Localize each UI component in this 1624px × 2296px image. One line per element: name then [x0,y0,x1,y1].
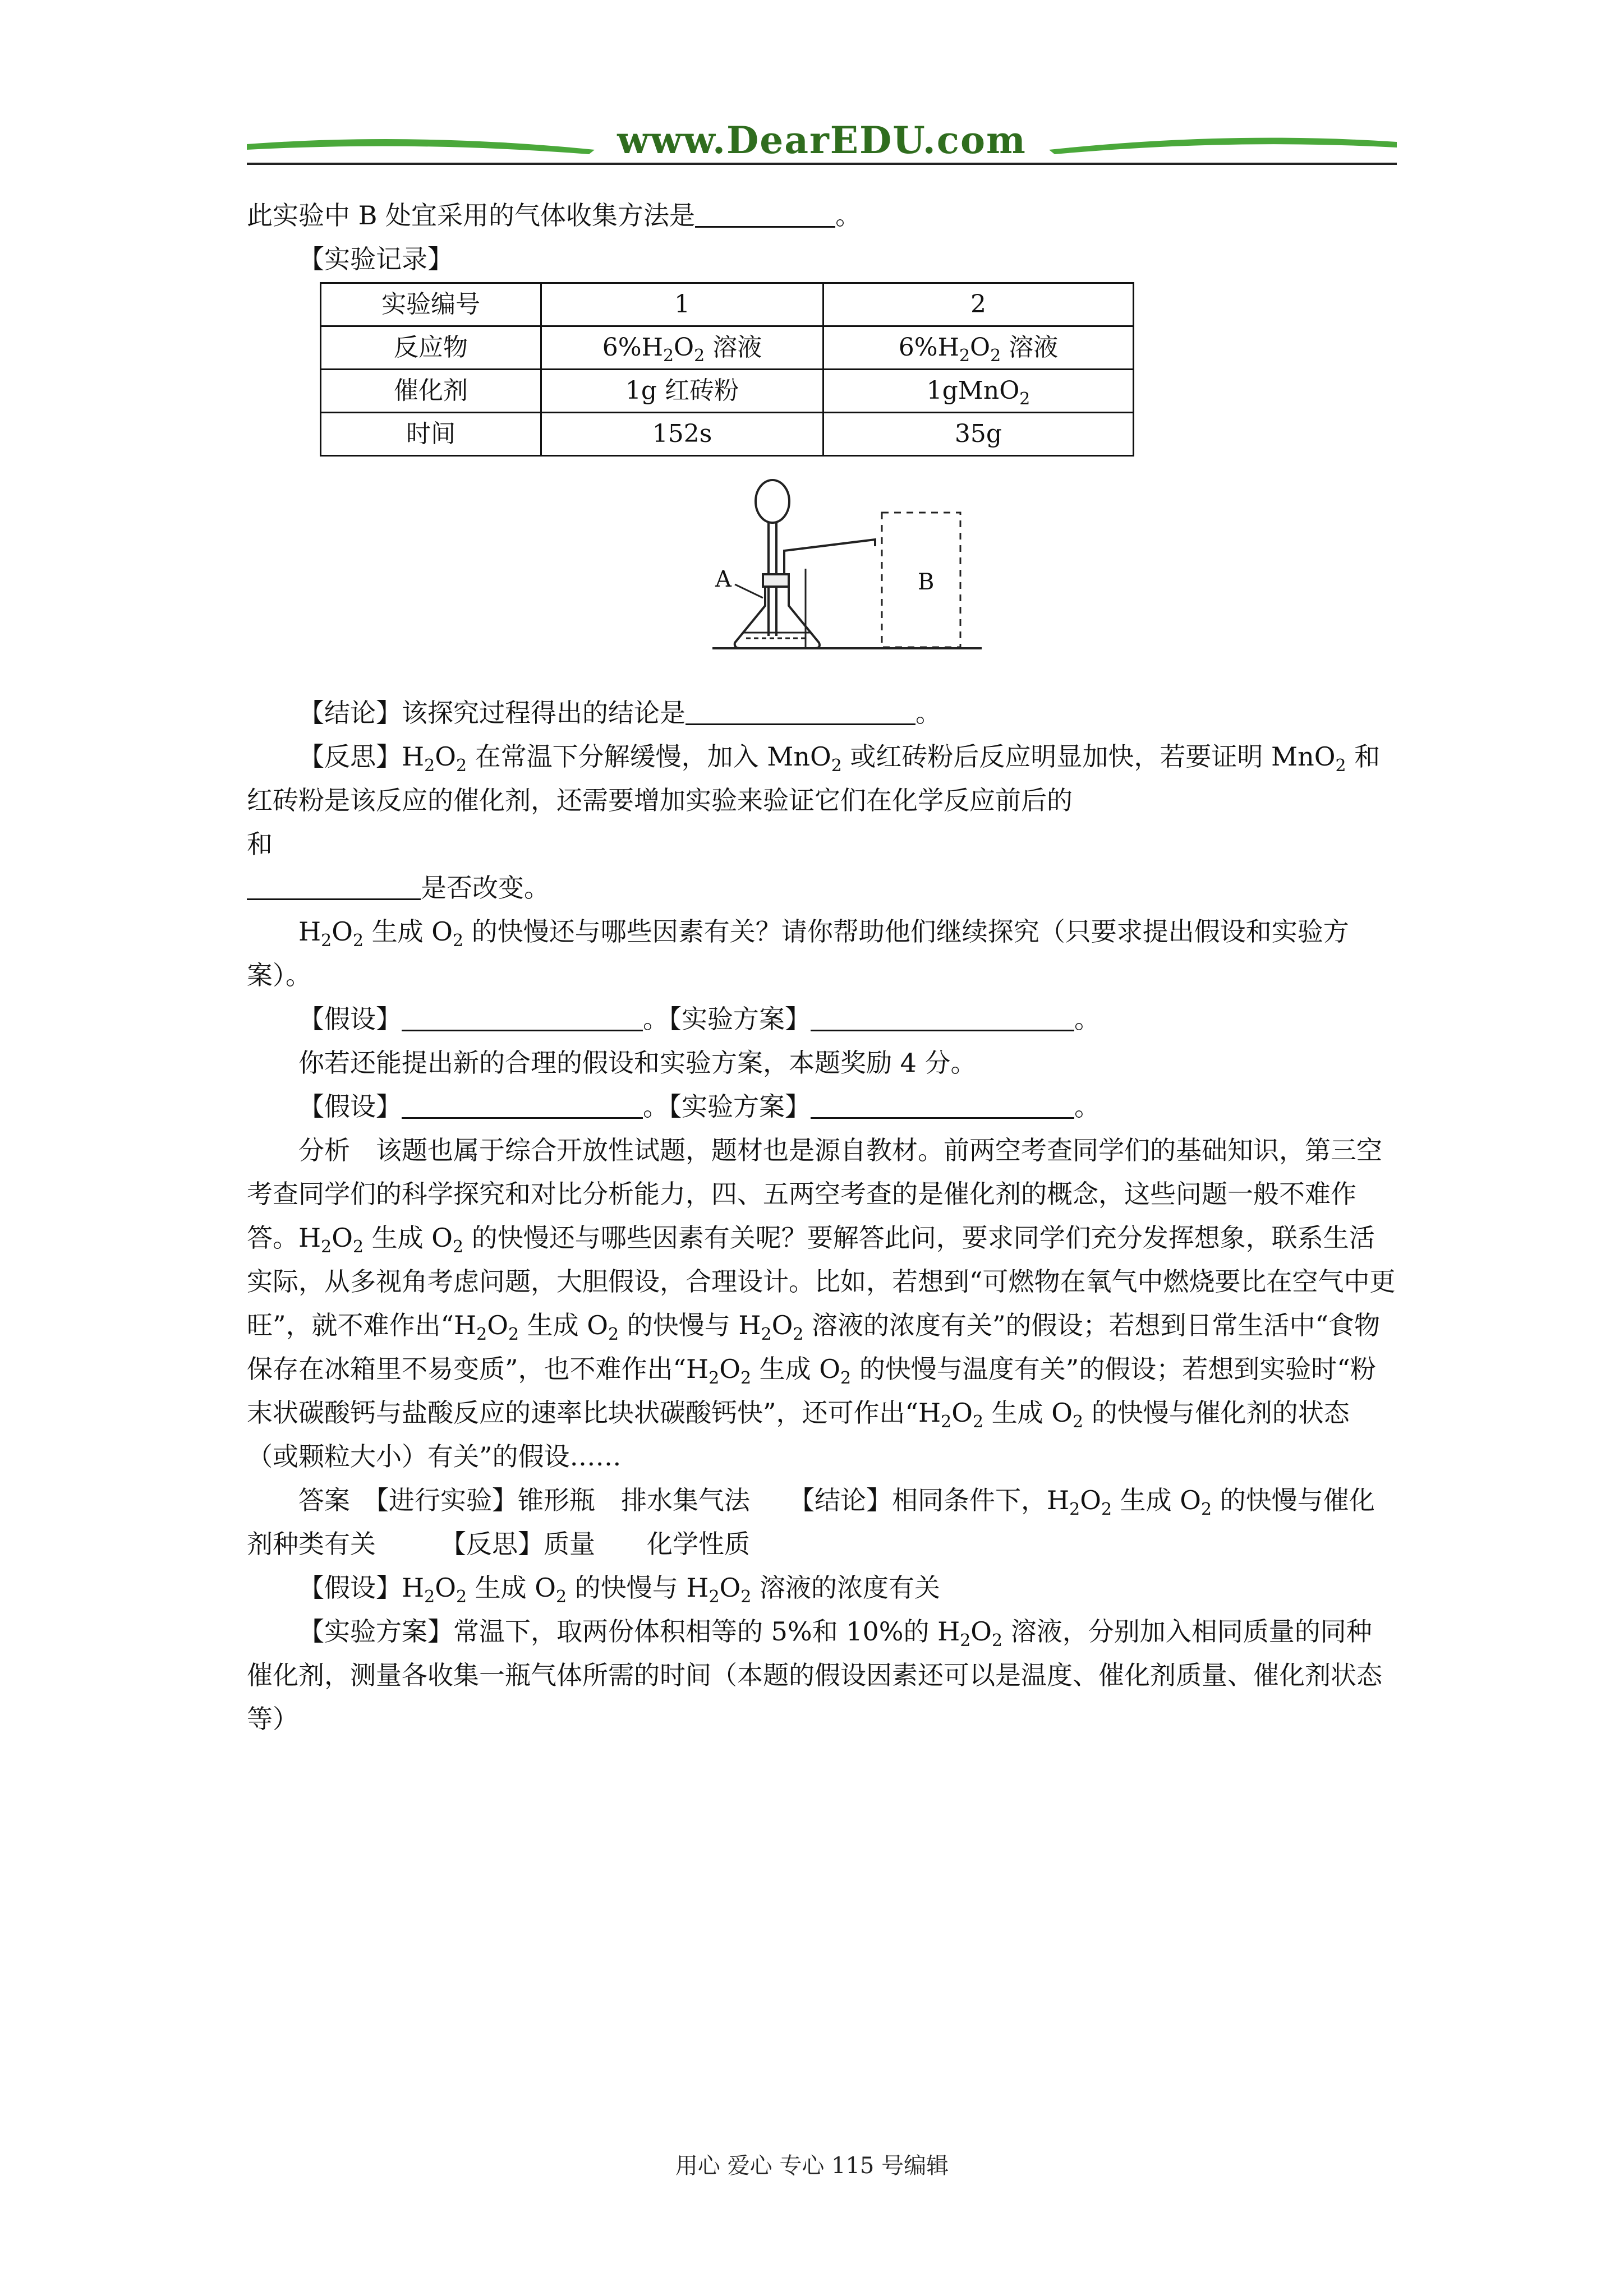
apparatus-figure [247,468,1397,686]
table-cell: 反应物 [321,326,541,370]
label-b: B [918,569,935,595]
reflection-blank-line: 是否改变。 [247,866,1397,910]
table-cell: 35g [823,413,1134,456]
analysis-paragraph: 分析 该题也属于综合开放性试题，题材也是源自教材。前两空考查同学们的基础知识，第三空考查同学们的科学探究和对比分析能力，四、五两空考查的是催化剂的概念，这些问题一般不难作答。$H_2O_2$ 生成 $O_2$ 的快慢还与哪些因素有关呢？要解答此问，要求同学们充分发挥想象，联系生活实际，从多视角考虑问题，大胆假设，合理设计。比如，若想到“可燃物在氧气中燃烧要比在空气中更旺”，就不难作出“$H_2O_2$ 生成 $O_2$ 的快慢与 $H_2O_2$ 溶液的浓度有关”的假设；若想到日常生活中“食物保存在冰箱里不易变质”，也不难作出“$H_2O_2$ 生成 $O_2$ 的快慢与温度有关”的假设；若想到实验时“粉末状碳酸钙与盐酸反应的速率比块状碳酸钙快”，还可作出“$H_2O_2$ 生成 $O_2$ 的快慢与催化剂的状态（或颗粒大小）有关”的假设…… [247,1135,1396,1472]
answer-experiment-plan: 【实验方案】常温下，取两份体积相等的 5%和 10%的 $H_2O_2$ 溶液，分别加入相同质量的同种催化剂，测量各收集一瓶气体所需的时间（本题的假设因素还可以是温度、催化剂质量、催化剂状态等） [247,1616,1382,1734]
hypothesis-line-1: 【假设】 。【实验方案】 。 [247,997,1397,1041]
answer-blank [402,998,643,1031]
record-heading: 【实验记录】 [298,244,453,274]
reflection-question: 【反思】$H_2O_2$ 在常温下分解缓慢，加入 MnO$_2$ 或红砖粉后反应明显加快，若要证明 MnO$_2$ 和红砖粉是该反应的催化剂，还需要增加实验来验证它们在化学反应前后的 [247,741,1381,815]
table-cell: 实验编号 [321,283,541,326]
table-cell: 1 [541,283,823,326]
answer-blank [247,867,421,900]
table-row [321,283,1134,326]
page-footer: 用心 爱心 专心 115 号编辑 [675,2153,949,2179]
table-cell: 2 [823,283,1134,326]
answer-blank [695,195,835,228]
answer-blank [811,998,1074,1031]
site-logo-text: www.DearEDU.com [617,118,1027,162]
answer-blank [402,1086,643,1119]
experiment-record-table [320,282,1134,457]
document-body [247,193,1397,1741]
answer-blank [811,1086,1074,1119]
further-inquiry: $H_2O_2$ 生成 $O_2$ 的快慢还与哪些因素有关？请你帮助他们继续探究（只要求提出假设和实验方案）。 [247,916,1349,990]
table-row [321,326,1134,370]
reflection-and: 和 [247,829,273,859]
table-cell: 152s [541,413,823,456]
answer-blank [686,692,915,725]
table-cell: $6\%H_2O_2$ 溶液 [823,326,1134,370]
table-cell: 1g 红砖粉 [541,370,823,413]
apparatus-diagram [707,468,999,681]
header-rule [247,163,1397,165]
table-cell: 1gMnO$_2$ [823,370,1134,413]
table-cell: $6\%H_2O_2$ 溶液 [541,326,823,370]
bonus-note: 你若还能提出新的合理的假设和实验方案，本题奖励 4 分。 [298,1048,977,1078]
hypothesis-line-2: 【假设】 。【实验方案】 。 [247,1085,1397,1128]
question-collection-method: 此实验中 B 处宜采用的气体收集方法是 。 [247,193,1397,237]
answer-hypothesis: 【假设】$H_2O_2$ 生成 $O_2$ 的快慢与 $H_2O_2$ 溶液的浓度有关 [298,1573,940,1607]
table-cell: 时间 [321,413,541,456]
answer-paragraph: 答案 【进行实验】锥形瓶 排水集气法 【结论】相同条件下，$H_2O_2$ 生成 $O_2$ 的快慢与催化剂种类有关 【反思】质量 化学性质 [247,1485,1375,1559]
conclusion-question: 【结论】该探究过程得出的结论是 。 [247,691,1397,735]
table-row [321,370,1134,413]
table-cell: 催化剂 [321,370,541,413]
table-row [321,413,1134,456]
label-a: A [715,566,732,592]
